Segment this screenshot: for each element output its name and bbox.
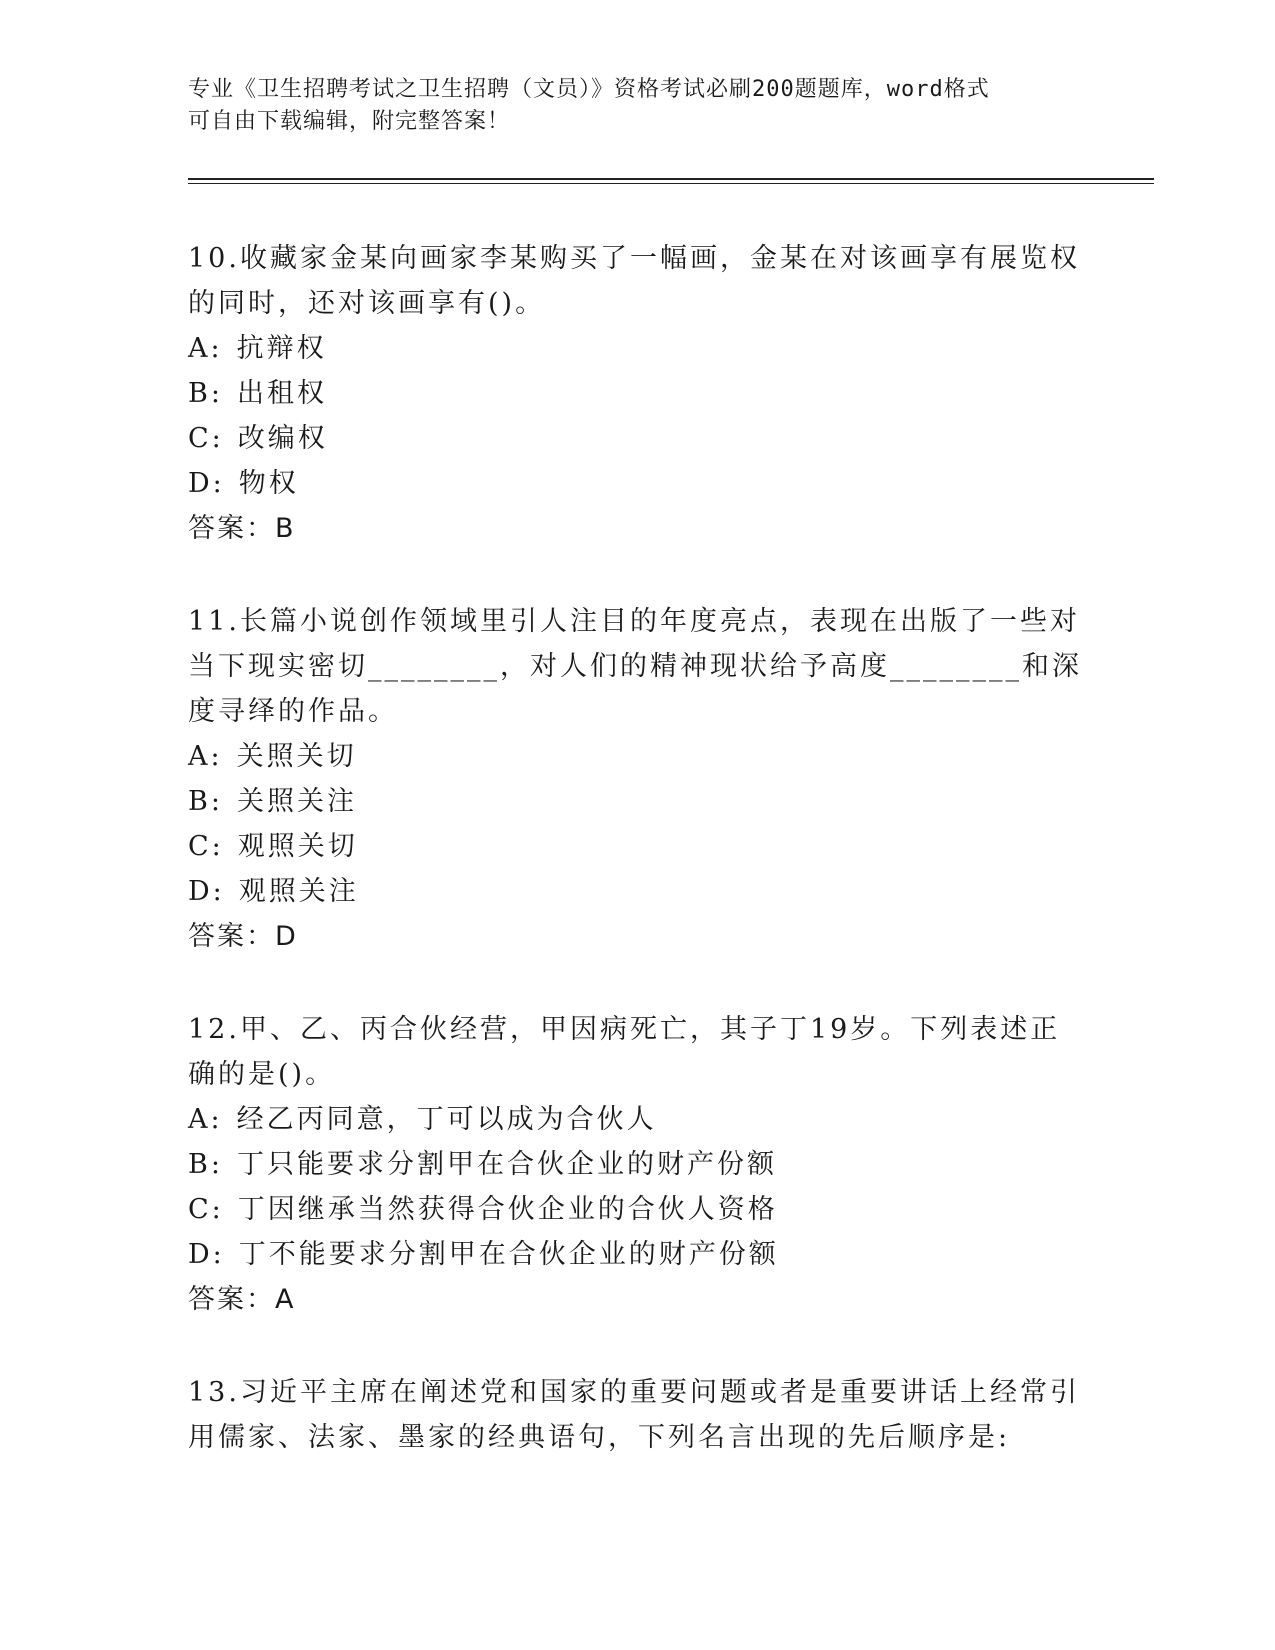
option-c <box>188 1187 1088 1232</box>
question-text: 10.收藏家金某向画家李某购买了一幅画，金某在对该画享有展览权的同时，还对该画享有()。 <box>188 243 1080 319</box>
option-key: D: <box>188 468 225 499</box>
option-a <box>188 734 1088 779</box>
question-text: 12.甲、乙、丙合伙经营，甲因病死亡，其子丁19岁。下列表述正确的是()。 <box>188 1014 1061 1090</box>
option-key: C: <box>188 423 224 454</box>
option-key: A: <box>188 333 223 364</box>
option-text: 经乙丙同意，丁可以成为合伙人 <box>236 1104 657 1135</box>
question-12 <box>188 1007 1088 1322</box>
option-text: 丁只能要求分割甲在合伙企业的财产份额 <box>236 1149 777 1180</box>
option-text: 观照关切 <box>237 831 358 862</box>
option-key: D: <box>188 1239 225 1270</box>
question-11 <box>188 599 1088 959</box>
question-10 <box>188 236 1088 551</box>
question-text: 13.习近平主席在阐述党和国家的重要问题或者是重要讲话上经常引用儒家、法家、墨家的经典语句，下列名言出现的先后顺序是: <box>188 1377 1080 1453</box>
header-line-2: 可自由下载编辑，附完整答案！ <box>188 109 511 134</box>
option-key: A: <box>188 1104 223 1135</box>
option-key: B: <box>188 378 223 409</box>
option-text: 丁不能要求分割甲在合伙企业的财产份额 <box>238 1239 779 1270</box>
header-divider-thin <box>188 183 1154 184</box>
option-key: D: <box>188 876 225 907</box>
option-text: 关照关注 <box>236 786 357 817</box>
option-c <box>188 416 1088 461</box>
option-text: 出租权 <box>236 378 327 409</box>
option-key: A: <box>188 741 223 772</box>
option-b <box>188 779 1088 824</box>
option-a <box>188 326 1088 371</box>
option-text: 改编权 <box>237 423 328 454</box>
option-c <box>188 824 1088 869</box>
option-d <box>188 461 1088 506</box>
question-13 <box>188 1370 1088 1460</box>
option-b <box>188 1142 1088 1187</box>
option-key: B: <box>188 1149 223 1180</box>
option-d <box>188 1232 1088 1277</box>
option-text: 丁因继承当然获得合伙企业的合伙人资格 <box>237 1194 778 1225</box>
option-key: C: <box>188 831 224 862</box>
header-line-1: 专业《卫生招聘考试之卫生招聘（文员）》资格考试必刷200题题库，word格式 <box>188 77 990 102</box>
option-key: C: <box>188 1194 224 1225</box>
answer-line: 答案：D <box>188 921 298 952</box>
answer-line: 答案：A <box>188 1284 296 1315</box>
header-divider-thick <box>188 178 1154 180</box>
question-list <box>188 236 1088 1508</box>
option-d <box>188 869 1088 914</box>
answer-line: 答案：B <box>188 513 296 544</box>
document-header <box>188 74 1078 138</box>
question-text: 11.长篇小说创作领域里引人注目的年度亮点，表现在出版了一些对当下现实密切________，对人们的精神现状给予高度________和深度寻绎的作品。 <box>188 606 1082 727</box>
option-text: 物权 <box>238 468 299 499</box>
option-text: 观照关注 <box>238 876 359 907</box>
option-text: 抗辩权 <box>236 333 327 364</box>
option-text: 关照关切 <box>236 741 357 772</box>
option-b <box>188 371 1088 416</box>
option-a <box>188 1097 1088 1142</box>
option-key: B: <box>188 786 223 817</box>
